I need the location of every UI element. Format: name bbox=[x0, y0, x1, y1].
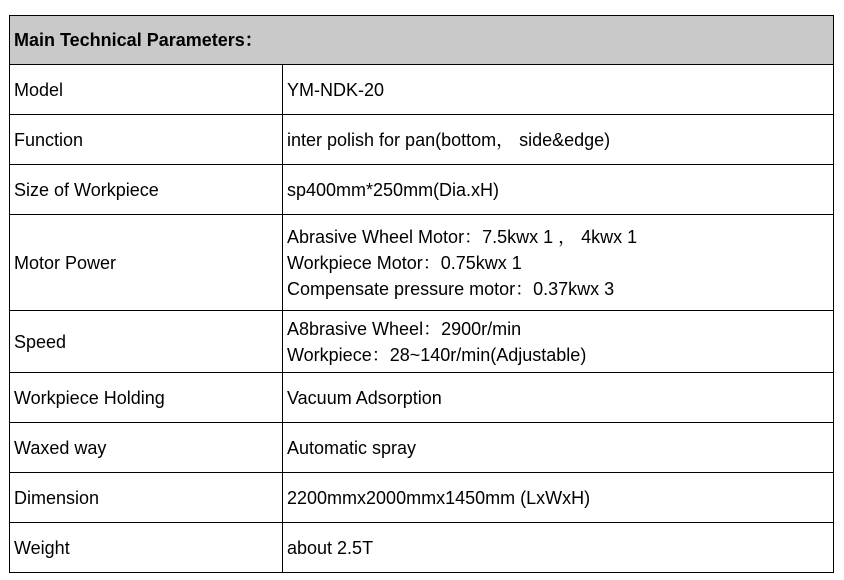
param-value bbox=[283, 311, 834, 373]
table-header-row bbox=[10, 16, 834, 65]
table-row bbox=[10, 65, 834, 115]
param-value bbox=[283, 165, 834, 215]
table-row bbox=[10, 473, 834, 523]
param-label: Motor Power bbox=[10, 215, 283, 311]
table-row bbox=[10, 523, 834, 573]
table-row bbox=[10, 373, 834, 423]
param-value bbox=[283, 423, 834, 473]
table-row bbox=[10, 215, 834, 311]
param-value bbox=[283, 473, 834, 523]
param-value bbox=[283, 115, 834, 165]
param-label: Speed bbox=[10, 311, 283, 373]
param-label: Workpiece Holding bbox=[10, 373, 283, 423]
param-label: Waxed way bbox=[10, 423, 283, 473]
param-value-line: Compensate pressure motor：0.37kwx 3 bbox=[287, 278, 615, 299]
param-value-line: YM-NDK-20 bbox=[287, 79, 385, 100]
table-row bbox=[10, 165, 834, 215]
table-row bbox=[10, 311, 834, 373]
param-value bbox=[283, 65, 834, 115]
param-label: Model bbox=[10, 65, 283, 115]
param-label: Weight bbox=[10, 523, 283, 573]
param-value-line: about 2.5T bbox=[287, 537, 374, 558]
param-value-line: 2200mmx2000mmx1450mm (LxWxH) bbox=[287, 487, 591, 508]
table-row bbox=[10, 115, 834, 165]
table-title: Main Technical Parameters： bbox=[10, 16, 834, 65]
param-value bbox=[283, 523, 834, 573]
param-value-line: Workpiece：28~140r/min(Adjustable) bbox=[287, 344, 587, 365]
param-label: Size of Workpiece bbox=[10, 165, 283, 215]
param-value-line: Vacuum Adsorption bbox=[287, 387, 442, 408]
param-label: Dimension bbox=[10, 473, 283, 523]
param-value bbox=[283, 373, 834, 423]
param-value-line: inter polish for pan(bottom， side&edge) bbox=[287, 129, 611, 150]
param-value-line: sp400mm*250mm(Dia.xH) bbox=[287, 179, 500, 200]
technical-parameters-table bbox=[9, 15, 834, 573]
param-value-line: Abrasive Wheel Motor：7.5kwx 1 ， 4kwx 1 bbox=[287, 226, 638, 247]
param-value bbox=[283, 215, 834, 311]
table-row bbox=[10, 423, 834, 473]
param-value-line: Automatic spray bbox=[287, 437, 417, 458]
param-value-line: Workpiece Motor：0.75kwx 1 bbox=[287, 252, 522, 273]
param-label: Function bbox=[10, 115, 283, 165]
param-value-line: A8brasive Wheel：2900r/min bbox=[287, 318, 522, 339]
